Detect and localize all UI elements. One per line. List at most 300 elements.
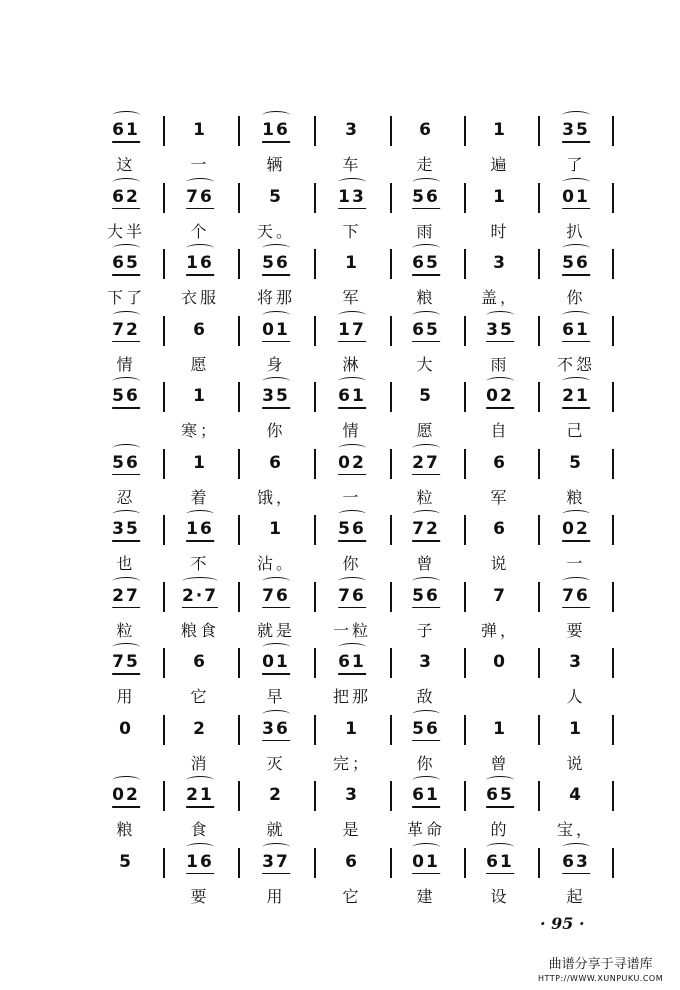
underline-beam: [338, 474, 366, 476]
bar-line: [238, 116, 240, 146]
bar-line: [538, 848, 540, 878]
note-cell: 6: [419, 120, 433, 140]
bar-line: [390, 183, 392, 213]
lyric-text: 大半: [106, 221, 146, 241]
underline-beam: [262, 141, 290, 143]
slur-mark: [112, 178, 140, 187]
underline-beam: [412, 873, 440, 875]
slur-mark: [562, 577, 590, 586]
note-cell: 01: [562, 187, 590, 207]
lyric-text: 粮食: [180, 620, 220, 640]
lyric-text: 一: [566, 554, 586, 573]
lyric-text: 一: [190, 155, 210, 174]
note-cell: 61: [338, 386, 366, 406]
slur-mark: [338, 178, 366, 187]
note-cell: 76: [262, 586, 290, 606]
note-cell: 56: [112, 453, 140, 473]
slur-mark: [186, 843, 214, 852]
lyric-text: 大: [416, 354, 436, 374]
bar-line: [163, 183, 165, 213]
note-cell: 16: [186, 519, 214, 539]
bar-line: [314, 515, 316, 545]
bar-line: [538, 715, 540, 745]
note-cell: 02: [486, 386, 514, 406]
bar-line: [238, 715, 240, 745]
bar-line: [314, 715, 316, 745]
note-cell: 75: [112, 652, 140, 672]
lyric-text: 消: [190, 753, 210, 773]
slur-mark: [112, 444, 140, 453]
note-cell: 3: [569, 652, 583, 672]
note-cell: 61: [562, 320, 590, 340]
score-row: [0, 852, 680, 922]
underline-beam: [182, 607, 218, 609]
slur-mark: [186, 244, 214, 253]
bar-line: [538, 382, 540, 412]
note-cell: 37: [262, 852, 290, 872]
underline-beam: [112, 474, 140, 476]
note-cell: 1: [493, 718, 507, 739]
lyric-text: 粒: [116, 620, 136, 640]
note-cell: 6: [269, 452, 283, 473]
slur-mark: [338, 444, 366, 453]
underline-beam: [262, 740, 290, 742]
bar-line: [538, 316, 540, 346]
lyric-text: 下: [342, 221, 362, 241]
underline-beam: [262, 673, 290, 675]
bar-line: [538, 183, 540, 213]
bar-line: [612, 449, 614, 479]
bar-line: [464, 582, 466, 612]
lyric-text: 将那: [256, 288, 296, 307]
slur-mark: [412, 444, 440, 453]
bar-line: [464, 116, 466, 146]
slur-mark: [262, 643, 290, 652]
bar-line: [464, 715, 466, 745]
lyric-text: 愿: [416, 421, 436, 440]
lyric-text: 宝，: [556, 820, 596, 839]
note-cell: 16: [262, 120, 290, 140]
note-cell: 5: [419, 386, 433, 406]
underline-beam: [562, 873, 590, 875]
underline-beam: [338, 673, 366, 675]
lyric-text: 下了: [106, 288, 146, 307]
note-cell: 01: [262, 320, 290, 340]
slur-mark: [412, 510, 440, 519]
slur-mark: [486, 377, 514, 386]
slur-mark: [112, 111, 140, 120]
bar-line: [163, 449, 165, 479]
bar-line: [538, 582, 540, 612]
lyric-text: 革命: [406, 820, 446, 839]
slur-mark: [338, 311, 366, 320]
slur-mark: [412, 710, 440, 719]
lyric-text: 用: [266, 886, 286, 906]
slur-mark: [186, 510, 214, 519]
bar-line: [538, 116, 540, 146]
lyric-text: 雨: [490, 354, 510, 374]
bar-line: [238, 848, 240, 878]
bar-line: [464, 316, 466, 346]
note-cell: 61: [412, 785, 440, 805]
note-cell: 35: [112, 519, 140, 539]
note-cell: 65: [486, 785, 514, 805]
bar-line: [612, 582, 614, 612]
bar-line: [612, 382, 614, 412]
bar-line: [390, 515, 392, 545]
underline-beam: [186, 540, 214, 542]
lyric-text: 弹，: [480, 620, 520, 640]
bar-line: [314, 382, 316, 412]
slur-mark: [412, 577, 440, 586]
note-cell: 3: [419, 652, 433, 672]
note-cell: 5: [269, 186, 283, 207]
note-cell: 56: [412, 187, 440, 207]
underline-beam: [486, 806, 514, 808]
note-cell: 56: [412, 719, 440, 739]
note-cell: 02: [562, 519, 590, 539]
note-cell: 4: [569, 785, 583, 805]
slur-mark: [338, 577, 366, 586]
lyric-text: 曾: [490, 753, 510, 773]
note-cell: 1: [345, 718, 359, 739]
bar-line: [390, 781, 392, 811]
bar-line: [314, 848, 316, 878]
underline-beam: [562, 607, 590, 609]
bar-line: [163, 582, 165, 612]
lyric-text: 饿，: [256, 487, 296, 507]
note-cell: 6: [493, 452, 507, 473]
lyric-text: 了: [566, 155, 586, 174]
slur-mark: [486, 776, 514, 785]
lyric-text: 军: [342, 288, 362, 307]
underline-beam: [562, 141, 590, 143]
lyric-text: 它: [342, 886, 362, 906]
bar-line: [163, 848, 165, 878]
lyric-text: 军: [490, 487, 510, 507]
lyric-text: 己: [566, 421, 586, 440]
lyric-text: 淋: [342, 354, 362, 374]
lyric-text: 也: [116, 554, 136, 573]
bar-line: [238, 183, 240, 213]
note-cell: 0: [493, 652, 507, 672]
slur-mark: [412, 244, 440, 253]
bar-line: [163, 648, 165, 678]
underline-beam: [112, 540, 140, 542]
note-cell: 76: [338, 586, 366, 606]
underline-beam: [486, 873, 514, 875]
lyric-text: 一粒: [332, 620, 372, 640]
note-cell: 0: [119, 718, 133, 739]
bar-line: [612, 648, 614, 678]
note-cell: 2: [269, 785, 283, 805]
note-cell: 35: [486, 320, 514, 340]
lyric-text: 时: [490, 221, 510, 241]
note-cell: 27: [412, 453, 440, 473]
underline-beam: [562, 274, 590, 276]
lyric-text: 粮: [566, 487, 586, 507]
underline-beam: [262, 607, 290, 609]
bar-line: [390, 449, 392, 479]
underline-beam: [412, 740, 440, 742]
bar-line: [238, 648, 240, 678]
underline-beam: [562, 341, 590, 343]
note-cell: 6: [193, 652, 207, 672]
lyric-text: 不: [190, 554, 210, 573]
slur-mark: [486, 843, 514, 852]
underline-beam: [112, 607, 140, 609]
slur-mark: [412, 311, 440, 320]
lyric-text: 一: [342, 487, 362, 507]
underline-beam: [562, 540, 590, 542]
note-cell: 17: [338, 320, 366, 340]
slur-mark: [338, 643, 366, 652]
slur-mark: [262, 843, 290, 852]
underline-beam: [186, 274, 214, 276]
lyric-text: 个: [190, 221, 210, 241]
underline-beam: [186, 208, 214, 210]
bar-line: [238, 249, 240, 279]
lyric-text: 车: [342, 155, 362, 174]
lyric-text: 雨: [416, 221, 436, 241]
bar-line: [238, 449, 240, 479]
lyric-text: 的: [490, 820, 510, 839]
note-cell: 76: [186, 187, 214, 207]
bar-line: [538, 449, 540, 479]
lyric-text: 完；: [332, 753, 372, 773]
note-cell: 1: [569, 718, 583, 739]
note-cell: 02: [338, 453, 366, 473]
note-cell: 01: [262, 652, 290, 672]
underline-beam: [338, 540, 366, 542]
underline-beam: [262, 274, 290, 276]
note-cell: 35: [262, 386, 290, 406]
slur-mark: [186, 776, 214, 785]
bar-line: [314, 648, 316, 678]
note-cell: 35: [562, 120, 590, 140]
underline-beam: [412, 540, 440, 542]
lyric-text: 粮: [416, 288, 436, 307]
underline-beam: [486, 341, 514, 343]
bar-line: [538, 648, 540, 678]
bar-line: [612, 515, 614, 545]
bar-line: [390, 382, 392, 412]
lyric-text: 寒；: [180, 421, 220, 440]
lyric-text: 着: [190, 487, 210, 507]
lyric-text: 辆: [266, 155, 286, 174]
note-cell: 72: [112, 320, 140, 340]
note-cell: 1: [269, 519, 283, 539]
note-cell: 02: [112, 785, 140, 805]
lyric-text: 用: [116, 687, 136, 706]
underline-beam: [412, 607, 440, 609]
bar-line: [612, 116, 614, 146]
bar-line: [612, 781, 614, 811]
slur-mark: [262, 111, 290, 120]
underline-beam: [186, 873, 214, 875]
slur-mark: [562, 510, 590, 519]
bar-line: [163, 781, 165, 811]
lyric-text: 沾。: [256, 554, 296, 573]
underline-beam: [112, 806, 140, 808]
underline-beam: [112, 141, 140, 143]
bar-line: [464, 848, 466, 878]
underline-beam: [338, 607, 366, 609]
bar-line: [390, 648, 392, 678]
underline-beam: [338, 208, 366, 210]
underline-beam: [338, 407, 366, 409]
note-cell: 65: [412, 320, 440, 340]
note-cell: 5: [569, 452, 583, 473]
bar-line: [163, 715, 165, 745]
slur-mark: [412, 178, 440, 187]
slur-mark: [338, 377, 366, 386]
underline-beam: [112, 208, 140, 210]
note-cell: 56: [412, 586, 440, 606]
note-cell: 1: [345, 253, 359, 273]
lyric-text: 要: [566, 620, 586, 640]
lyric-text: 天。: [256, 221, 296, 241]
note-cell: 76: [562, 586, 590, 606]
lyric-text: 曾: [416, 554, 436, 573]
note-cell: 61: [112, 120, 140, 140]
bar-line: [238, 316, 240, 346]
underline-beam: [262, 407, 290, 409]
bar-line: [390, 582, 392, 612]
footer-site-name: 曲谱分享于寻谱库: [548, 957, 653, 972]
score-row: [0, 652, 680, 722]
bar-line: [464, 648, 466, 678]
bar-line: [464, 449, 466, 479]
note-cell: 5: [119, 851, 133, 872]
lyric-text: 忍: [116, 487, 136, 507]
lyric-text: 不怨: [556, 354, 596, 374]
note-cell: 21: [562, 386, 590, 406]
slur-mark: [486, 311, 514, 320]
bar-line: [390, 316, 392, 346]
bar-line: [612, 316, 614, 346]
bar-line: [464, 781, 466, 811]
lyric-text: 粮: [116, 820, 136, 839]
note-cell: 1: [193, 452, 207, 473]
bar-line: [464, 382, 466, 412]
note-cell: 16: [186, 852, 214, 872]
note-cell: 56: [112, 386, 140, 406]
lyric-text: 建: [416, 886, 436, 906]
lyric-text: 你: [266, 421, 286, 440]
slur-mark: [262, 377, 290, 386]
slur-mark: [112, 643, 140, 652]
bar-line: [314, 249, 316, 279]
slur-mark: [182, 577, 218, 586]
slur-mark: [112, 377, 140, 386]
note-cell: 3: [345, 120, 359, 140]
underline-beam: [412, 806, 440, 808]
slur-mark: [562, 244, 590, 253]
underline-beam: [412, 274, 440, 276]
bar-line: [390, 715, 392, 745]
note-cell: 1: [193, 386, 207, 406]
note-cell: 61: [486, 852, 514, 872]
lyric-text: 早: [266, 687, 286, 706]
slur-mark: [562, 311, 590, 320]
bar-line: [314, 116, 316, 146]
bar-line: [314, 449, 316, 479]
lyric-text: 起: [566, 886, 586, 906]
underline-beam: [338, 341, 366, 343]
slur-mark: [562, 178, 590, 187]
lyric-text: 食: [190, 820, 210, 839]
note-cell: 13: [338, 187, 366, 207]
bar-line: [238, 781, 240, 811]
note-cell: 01: [412, 852, 440, 872]
lyric-text: 把那: [332, 687, 372, 706]
note-cell: 63: [562, 852, 590, 872]
note-cell: 7: [493, 585, 507, 606]
slur-mark: [262, 577, 290, 586]
note-cell: 65: [412, 253, 440, 273]
bar-line: [163, 316, 165, 346]
lyric-text: 子: [416, 620, 436, 640]
bar-line: [612, 715, 614, 745]
underline-beam: [186, 806, 214, 808]
bar-line: [314, 316, 316, 346]
page-number: · 95 ·: [540, 914, 585, 933]
slur-mark: [262, 311, 290, 320]
bar-line: [612, 183, 614, 213]
slur-mark: [338, 510, 366, 519]
underline-beam: [112, 341, 140, 343]
note-cell: 21: [186, 785, 214, 805]
slur-mark: [562, 377, 590, 386]
note-cell: 72: [412, 519, 440, 539]
lyric-text: 盖，: [480, 288, 520, 307]
bar-line: [464, 249, 466, 279]
bar-line: [314, 183, 316, 213]
note-cell: 1: [493, 120, 507, 140]
lyric-text: 它: [190, 687, 210, 706]
bar-line: [464, 183, 466, 213]
bar-line: [314, 582, 316, 612]
lyric-text: 粒: [416, 487, 436, 507]
note-cell: 2: [193, 718, 207, 739]
bar-line: [390, 249, 392, 279]
underline-beam: [112, 407, 140, 409]
underline-beam: [562, 208, 590, 210]
note-cell: 61: [338, 652, 366, 672]
bar-line: [390, 116, 392, 146]
bar-line: [163, 116, 165, 146]
lyric-text: 你: [416, 753, 436, 773]
note-cell: 3: [345, 785, 359, 805]
lyric-text: 遍: [490, 155, 510, 174]
slur-mark: [562, 843, 590, 852]
lyric-text: 设: [490, 886, 510, 906]
bar-line: [612, 848, 614, 878]
note-cell: 1: [493, 186, 507, 207]
bar-line: [238, 582, 240, 612]
note-cell: 62: [112, 187, 140, 207]
lyric-text: 就: [266, 820, 286, 839]
footer-url: HTTP://WWW.XUNPUKU.COM: [538, 974, 664, 983]
bar-line: [538, 249, 540, 279]
score-row: [0, 719, 680, 789]
lyric-text: 你: [566, 288, 586, 307]
underline-beam: [412, 208, 440, 210]
slur-mark: [112, 776, 140, 785]
lyric-text: 要: [190, 886, 210, 906]
bar-line: [390, 848, 392, 878]
